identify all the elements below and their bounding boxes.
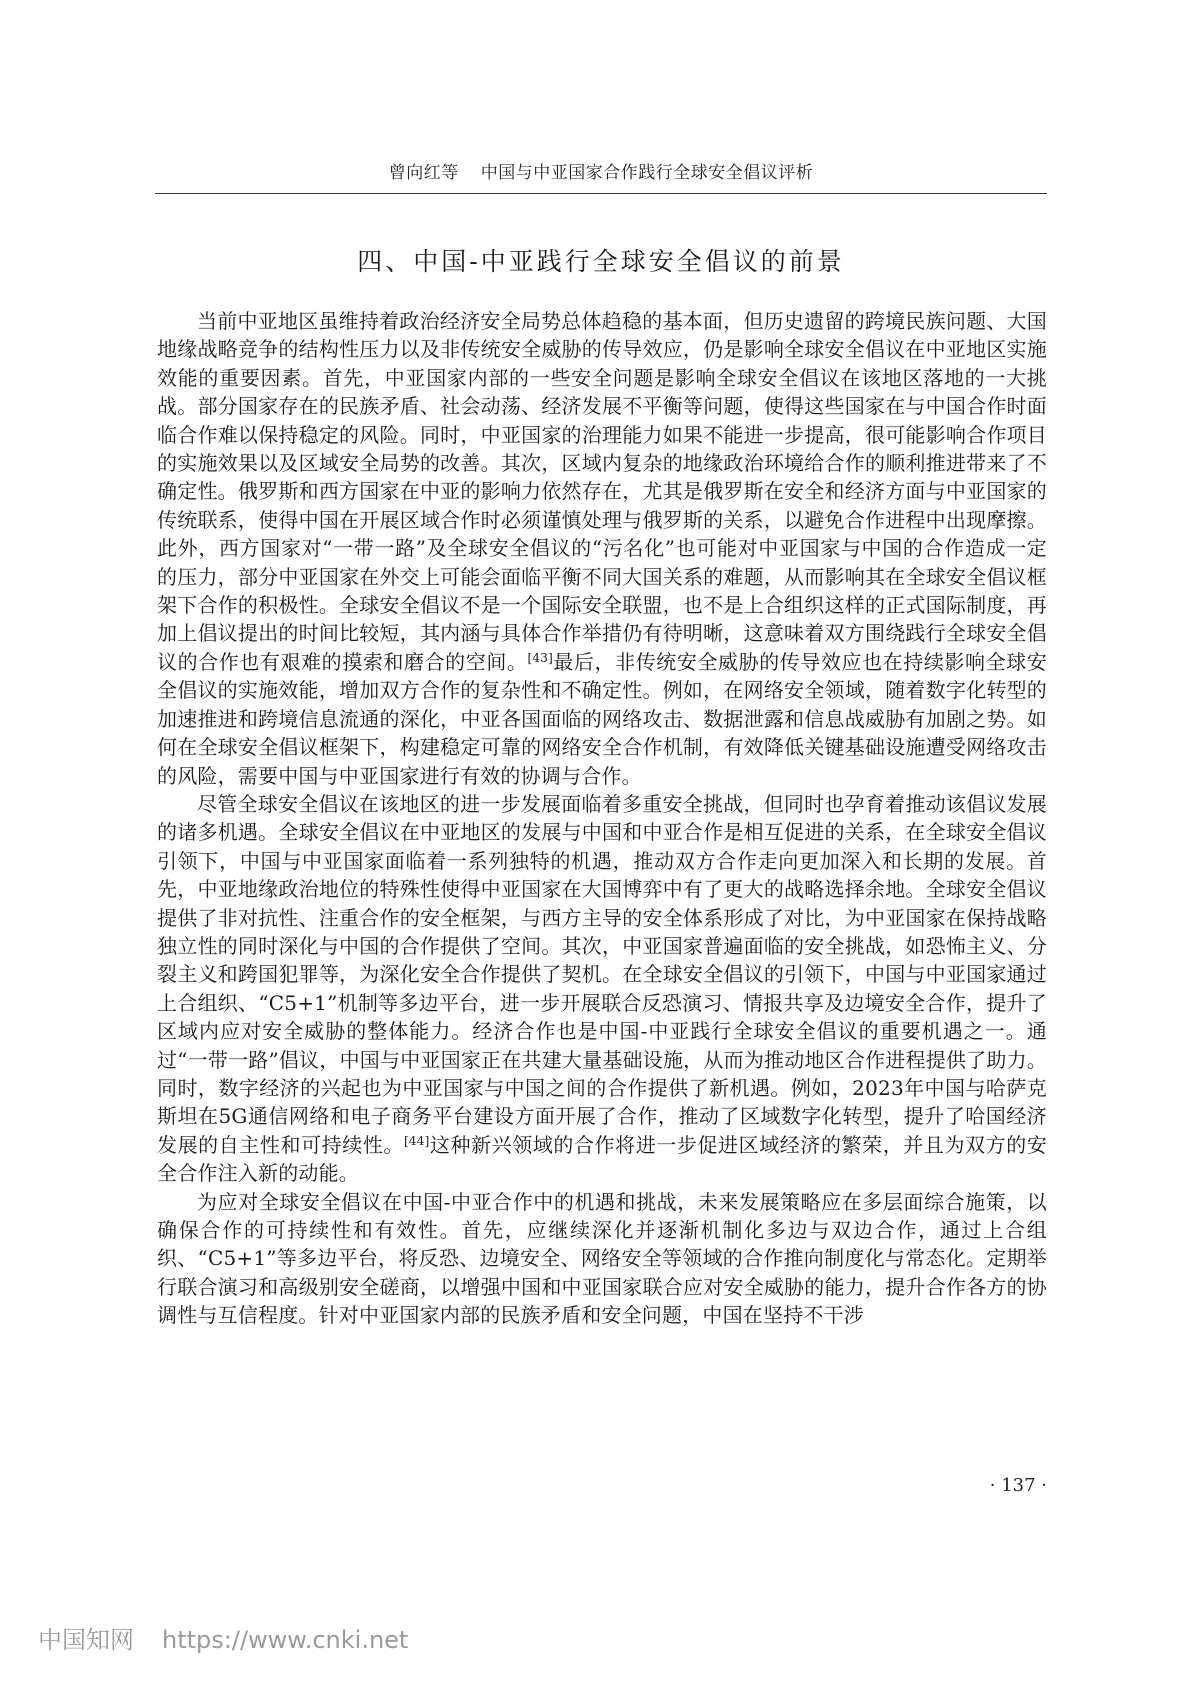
page-number: · 137 ·	[989, 1475, 1047, 1496]
reference-43[interactable]: [43]	[527, 650, 553, 665]
paragraph-1-text-a: 当前中亚地区虽维持着政治经济安全局势总体趋稳的基本面，但历史遗留的跨境民族问题、大国地缘战略竞争的结构性压力以及非传统安全威胁的传导效应，仍是影响全球安全倡议在中亚地区实施效能的重要因素。首先，中亚国家内部的一些安全问题是影响全球安全倡议在该地区落地的一大挑战。部分国家存在的民族矛盾、社会动荡、经济发展不平衡等问题，使得这些国家在与中国合作时面临合作难以保持稳定的风险。同时，中亚国家的治理能力如果不能进一步提高，很可能影响合作项目的实施效果以及区域安全局势的改善。其次，区域内复杂的地缘政治环境给合作的顺利推进带来了不确定性。俄罗斯和西方国家在中亚的影响力依然存在，尤其是俄罗斯在安全和经济方面与中亚国家的传统联系，使得中国在开展区域合作时必须谨慎处理与俄罗斯的关系，以避免合作进程中出现摩擦。此外，西方国家对“一带一路”及全球安全倡议的“污名化”也可能对中亚国家与中国的合作造成一定的压力，部分中亚国家在外交上可能会面临平衡不同大国关系的难题，从而影响其在全球安全倡议框架下合作的积极性。全球安全倡议不是一个国际安全联盟，也不是上合组织这样的正式国际制度，再加上倡议提出的时间比较短，其内涵与具体合作举措仍有待明晰，这意味着双方围绕践行全球安全倡议的合作也有艰难的摸索和磨合的空间。	[157, 309, 1047, 674]
paragraph-3-text: 为应对全球安全倡议在中国-中亚合作中的机遇和挑战，未来发展策略应在多层面综合施策，以确保合作的可持续性和有效性。首先，应继续深化并逐渐机制化多边与双边合作，通过上合组织、“C5+1”等多边平台，将反恐、边境安全、网络安全等领域的合作推向制度化与常态化。定期举行联合演习和高级别安全磋商，以增强中国和中亚国家联合应对安全威胁的能力，提升合作各方的协调性与互信程度。针对中亚国家内部的民族矛盾和安全问题，中国在坚持不干涉	[157, 1189, 1047, 1328]
watermark-brand: 中国知网	[38, 1626, 134, 1654]
header-authors: 曾向红等	[388, 163, 459, 183]
body-text	[157, 307, 1047, 1330]
paragraph-1	[157, 307, 1047, 790]
reference-44[interactable]: [44]	[404, 1133, 430, 1148]
watermark	[38, 1620, 408, 1655]
paragraph-1-text-b: 最后，非传统安全威胁的传导效应也在持续影响全球安全倡议的实施效能，增加双方合作的复杂性和不确定性。例如，在网络安全领域，随着数字化转型的加速推进和跨境信息流通的深化，中亚各国面临的网络攻击、数据泄露和信息战威胁有加剧之势。如何在全球安全倡议框架下，构建稳定可靠的网络安全合作机制，有效降低关键基础设施遭受网络攻击的风险，需要中国与中亚国家进行有效的协调与合作。	[157, 649, 1047, 788]
paragraph-2-text-b: 这种新兴领域的合作将进一步促进区域经济的繁荣，并且为双方的安全合作注入新的动能。	[157, 1132, 1048, 1186]
paragraph-2-text-a: 尽管全球安全倡议在该地区的进一步发展面临着多重安全挑战，但同时也孕育着推动该倡议发展的诸多机遇。全球安全倡议在中亚地区的发展与中国和中亚合作是相互促进的关系，在全球安全倡议引领下，中国与中亚国家面临着一系列独特的机遇，推动双方合作走向更加深入和长期的发展。首先，中亚地缘政治地位的特殊性使得中亚国家在大国博弈中有了更大的战略选择余地。全球安全倡议提供了非对抗性、注重合作的安全框架，与西方主导的安全体系形成了对比，为中亚国家在保持战略独立性的同时深化与中国的合作提供了空间。其次，中亚国家普遍面临的安全挑战，如恐怖主义、分裂主义和跨国犯罪等，为深化安全合作提供了契机。在全球安全倡议的引领下，中国与中亚国家通过上合组织、“C5+1”机制等多边平台，进一步开展联合反恐演习、情报共享及边境安全合作，提升了区域内应对安全威胁的整体能力。经济合作也是中国-中亚践行全球安全倡议的重要机遇之一。通过“一带一路”倡议，中国与中亚国家正在共建大量基础设施，从而为推动地区合作进程提供了助力。同时，数字经济的兴起也为中亚国家与中国之间的合作提供了新机遇。例如，2023年中国与哈萨克斯坦在5G通信网络和电子商务平台建设方面开展了合作，推动了区域数字化转型，提升了哈国经济发展的自主性和可持续性。	[157, 791, 1047, 1157]
section-title: 四、中国-中亚践行全球安全倡议的前景	[357, 247, 845, 276]
running-header	[155, 158, 1047, 183]
header-rule	[155, 193, 1047, 194]
header-article-title: 中国与中亚国家合作践行全球安全倡议评析	[480, 163, 814, 183]
paragraph-3	[157, 1188, 1047, 1330]
watermark-url[interactable]: https://www.cnki.net	[162, 1626, 409, 1654]
paragraph-2	[157, 790, 1047, 1188]
